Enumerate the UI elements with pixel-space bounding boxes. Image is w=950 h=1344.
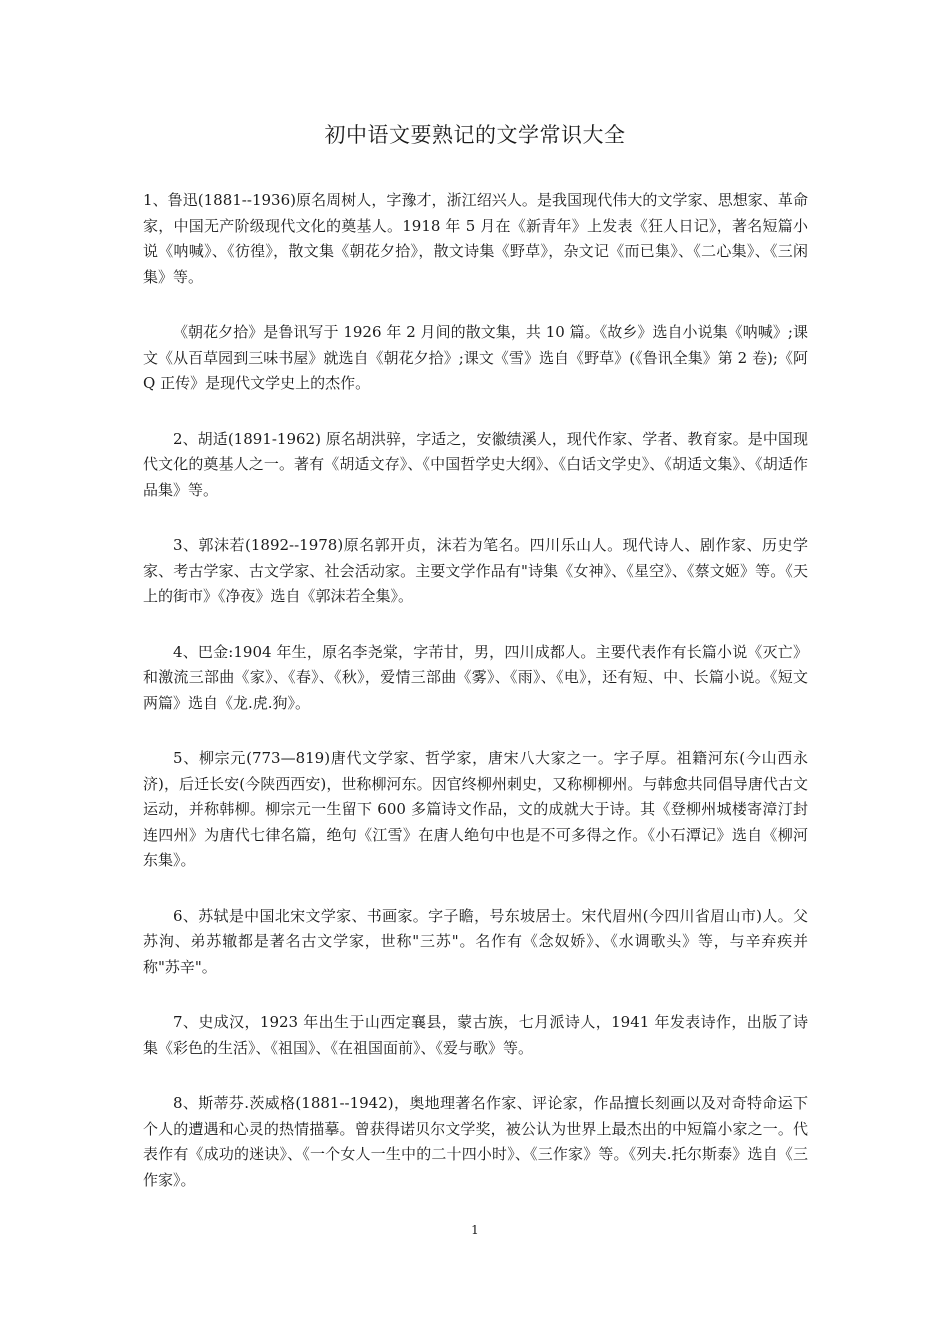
document-title: 初中语文要熟记的文学常识大全 [324, 123, 626, 147]
paragraph-lu-xun: 1、鲁迅(1881--1936)原名周树人，字豫才，浙江绍兴人。是我国现代伟大的文学家、思想家、革命家，中国无产阶级现代文化的奠基人。1918 年 5 月在《新青年》上发表《狂人日记》，著名短篇小说《呐喊》、《彷徨》，散文集《朝花夕拾》，散文诗集《野草》，杂文记《而已集》、《二心集》、《三闲集》等。 [143, 191, 808, 286]
paragraph-guo-moruo: 3、郭沫若(1892--1978)原名郭开贞，沫若为笔名。四川乐山人。现代诗人、剧作家、历史学家、考古学家、古文学家、社会活动家。主要文学作品有"诗集《女神》、《星空》、《蔡文姬》等。《天上的街市》《净夜》选自《郭沫若全集》。 [143, 536, 808, 605]
paragraph-hu-shi: 2、胡适(1891-1962) 原名胡洪骍，字适之，安徽绩溪人，现代作家、学者、教育家。是中国现代文化的奠基人之一。著有《胡适文存》、《中国哲学史大纲》、《白话文学史》、《胡适文集》、《胡适作品集》等。 [143, 429, 808, 499]
page-number: 1 [471, 1223, 479, 1237]
paragraph-zhaohua-xishi: 《朝花夕拾》是鲁讯写于 1926 年 2 月间的散文集，共 10 篇。《故乡》选自小说集《呐喊》;课文《从百草园到三味书屋》就选自《朝花夕拾》;课文《雪》选自《野草》(《鲁讯全集》第 2 卷);《阿 Q 正传》是现代文学史上的杰作。 [143, 323, 808, 392]
paragraph-su-shi: 6、苏轼是中国北宋文学家、书画家。字子瞻，号东坡居士。宋代眉州(今四川省眉山市)人。父苏洵、弟苏辙都是著名古文学家，世称"三苏"。名作有《念奴娇》、《水调歌头》等，与辛弃疾并称"苏辛"。 [143, 906, 808, 976]
paragraph-liu-zongyuan: 5、柳宗元(773—819)唐代文学家、哲学家，唐宋八大家之一。字子厚。祖籍河东(今山西永济)，后迁长安(今陕西西安)，世称柳河东。因官终柳州刺史，又称柳柳州。与韩愈共同倡导唐代古文运动，并称韩柳。柳宗元一生留下 600 多篇诗文作品，文的成就大于诗。其《登柳州城楼寄漳汀封连四州》为唐代七律名篇，绝句《江雪》在唐人绝句中也是不可多得之作。《小石潭记》选自《柳河东集》。 [143, 749, 808, 869]
paragraph-zweig: 8、斯蒂芬.茨威格(1881--1942)，奥地理著名作家、评论家，作品擅长刻画以及对奇特命运下个人的遭遇和心灵的热情描摹。曾获得诺贝尔文学奖，被公认为世界上最杰出的中短篇小家之一。代表作有《成功的迷诀》、《一个女人一生中的二十四小时》、《三作家》等。《列夫.托尔斯泰》选自《三作家》。 [143, 1094, 808, 1189]
document-body [143, 188, 808, 1223]
paragraph-shi-chenghan: 7、史成汉，1923 年出生于山西定襄县，蒙古族，七月派诗人，1941 年发表诗作，出版了诗集《彩色的生活》、《祖国》、《在祖国面前》、《爱与歌》等。 [143, 1013, 808, 1057]
paragraph-ba-jin: 4、巴金:1904 年生，原名李尧棠，字芾甘，男，四川成都人。主要代表作有长篇小说《灭亡》和激流三部曲《家》、《春》、《秋》，爱情三部曲《雾》、《雨》、《电》，还有短、中、长篇小说。《短文两篇》选自《龙.虎.狗》。 [143, 642, 808, 712]
